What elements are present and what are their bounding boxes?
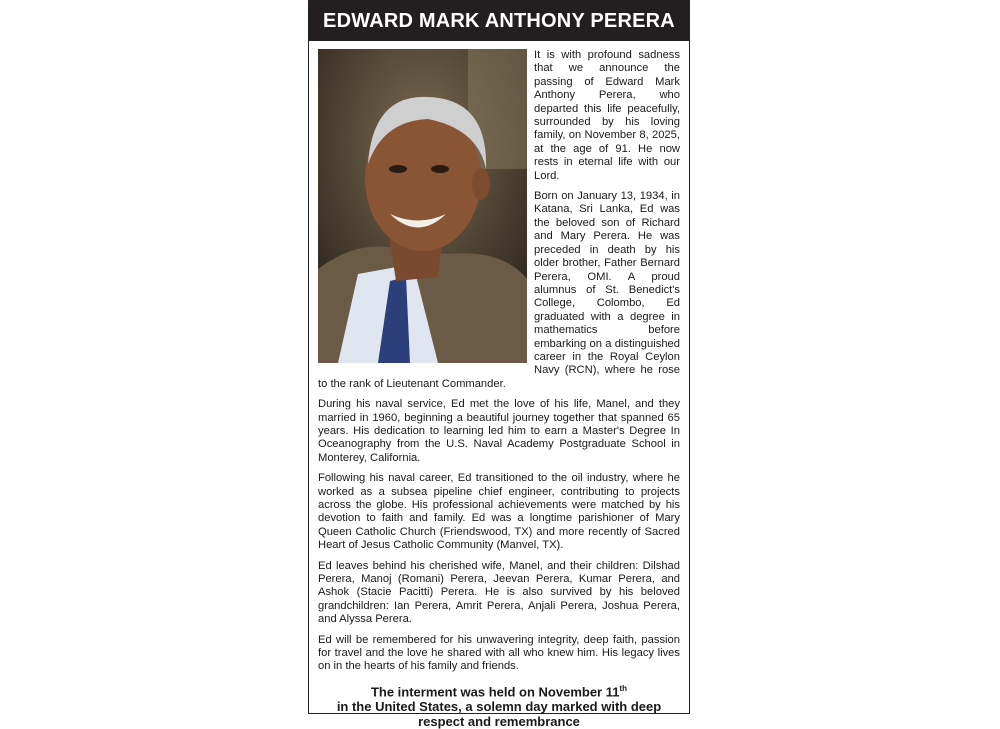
- paragraph-announcement: It is with profound sadness that we announce the passing of Edward Mark Anthony Perera, who departed this life peacefully, surrounded by his loving family, on November 8, 2025, at the age of 91. He now rests in eternal life with our Lord.: [534, 49, 680, 182]
- notice-title: EDWARD MARK ANTHONY PERERA: [309, 1, 689, 41]
- interment-line-2: in the United States, a solemn day marked with deep respect and remembrance: [336, 699, 662, 729]
- portrait-photo: [318, 49, 527, 363]
- interment-superscript: th: [619, 683, 628, 693]
- notice-content: [309, 41, 689, 729]
- paragraph-legacy: Ed will be remembered for his unwavering integrity, deep faith, passion for travel and the love he shared with all who knew him. His legacy lives on in the hearts of his family and friends.: [318, 633, 680, 673]
- paragraph-career: Following his naval career, Ed transitioned to the oil industry, where he worked as a subsea pipeline chief engineer, contributing to projects across the globe. His professional achievements were matched by his devotion to faith and family. Ed was a longtime parishioner of Mary Queen Catholic Church (Friendswood, TX) and more recently of Sacred Heart of Jesus Catholic Community (Manvel, TX).: [318, 472, 680, 552]
- paragraph-marriage: During his naval service, Ed met the love of his life, Manel, and they married in 1960, beginning a beautiful journey together that spanned 65 years. His dedication to learning led him to earn a Master's Degree In Oceanography from the U.S. Naval Academy Postgraduate School in Monterey, California.: [318, 398, 680, 464]
- interment-statement: [318, 681, 680, 729]
- paragraph-early-life: Born on January 13, 1934, in Katana, Sri Lanka, Ed was the beloved son of Richard and Mary Perera. He was preceded in death by his older brother, Father Bernard Perera, OMI. A proud alumnus of St. Benedict's College, Colombo, Ed graduated with a degree in mathematics before embarking on a distinguished career in the Royal Ceylon Navy (RCN), where he rose to the rank of Lieutenant Commander.: [318, 190, 680, 390]
- obituary-notice: [308, 0, 690, 729]
- interment-line-1: The interment was held on November 11: [370, 684, 620, 700]
- paragraph-family: Ed leaves behind his cherished wife, Manel, and their children: Dilshad Perera, Manoj (Romani) Perera, Jeevan Perera, Kumar Perera, and Ashok (Stacie Pacitti) Perera. He is also survived by his beloved grandchildren: Ian Perera, Amrit Perera, Anjali Perera, Joshua Perera, and Alyssa Perera.: [318, 559, 680, 626]
